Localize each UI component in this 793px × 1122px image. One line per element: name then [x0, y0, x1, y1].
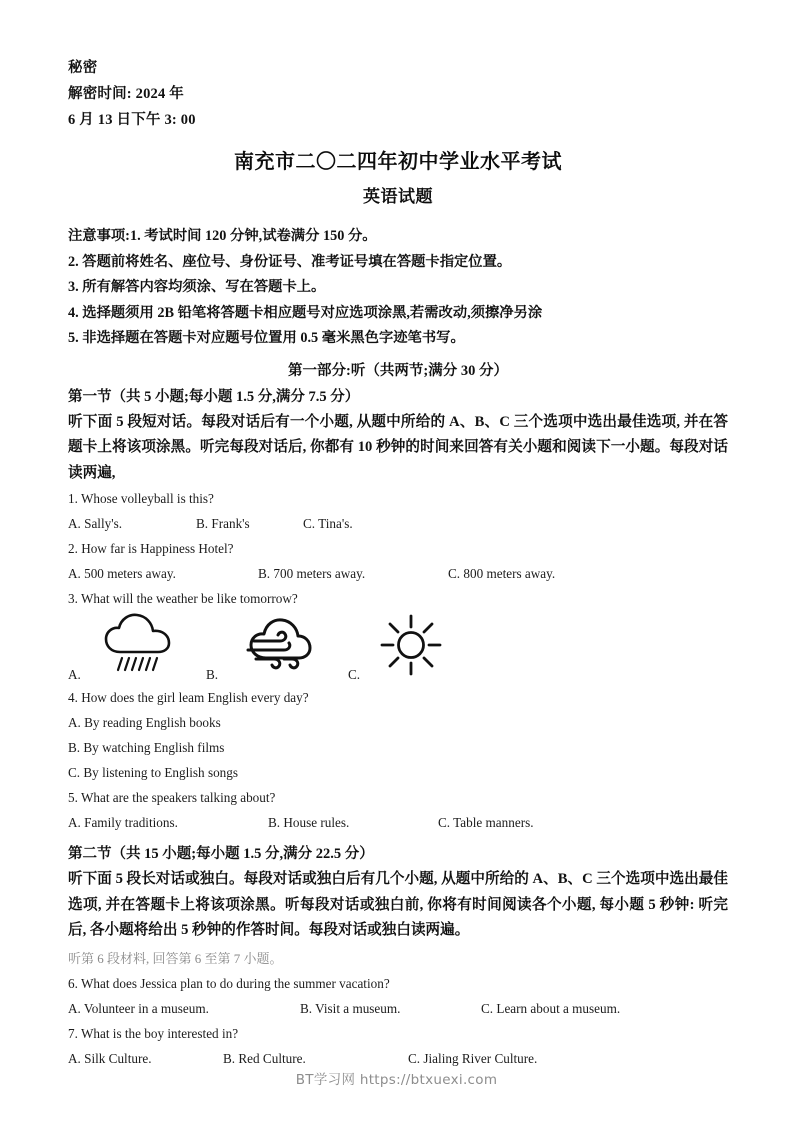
question-3-option-a-label[interactable]: A. [68, 667, 81, 682]
question-7-text: 7. What is the boy interested in? [68, 1025, 239, 1041]
question-4-text: 4. How does the girl leam English every day? [68, 690, 309, 705]
question-4-option-a[interactable]: A. By reading English books [68, 715, 221, 730]
question-3-option-c-label[interactable]: C. [348, 667, 361, 682]
question-2-options [68, 561, 728, 586]
question-7-options [68, 1046, 728, 1071]
question-6-option-b[interactable]: B. Visit a museum. [300, 1000, 401, 1016]
question-7-option-a[interactable]: A. Silk Culture. [68, 1050, 152, 1066]
section-one-instruction: 听下面 5 段短对话。每段对话后有一个小题, 从题中所给的 A、B、C 三个选项中选出最佳选项, 并在答题卡上将该项涂黑。听完每段对话后, 你都有 10 秒钟的时间来回答有关小题和阅读下一小题。每段对话读两遍, [68, 413, 728, 481]
note-line-2: 2. 答题前将姓名、座位号、身份证号、准考证号填在答题卡指定位置。 [68, 253, 512, 270]
question-6-option-c[interactable]: C. Learn about a museum. [481, 1000, 621, 1016]
question-5-option-a[interactable]: A. Family traditions. [68, 815, 178, 830]
question-2-text: 2. How far is Happiness Hotel? [68, 541, 234, 556]
material-note-6: 听第 6 段材料, 回答第 6 至第 7 小题。 [68, 950, 283, 966]
question-4-option-c[interactable]: C. By listening to English songs [68, 765, 238, 780]
question-2-option-a[interactable]: A. 500 meters away. [68, 566, 176, 581]
question-7-option-c[interactable]: C. Jialing River Culture. [408, 1050, 538, 1066]
question-3-option-b-label[interactable]: B. [206, 667, 219, 682]
subject-title: 英语试题 [363, 187, 433, 206]
note-line-4: 4. 选择题须用 2B 铅笔将答题卡相应题号对应选项涂黑,若需改动,须擦净另涂 [68, 304, 543, 321]
secrecy-line-2: 解密时间: 2024 年 [68, 86, 184, 102]
section-one-heading: 第一节（共 5 小题;每小题 1.5 分,满分 7.5 分） [68, 388, 360, 405]
secrecy-line-1: 秘密 [68, 60, 98, 76]
question-1-option-c[interactable]: C. Tina's. [303, 516, 353, 531]
question-1-option-a[interactable]: A. Sally's. [68, 516, 123, 531]
secrecy-line-3: 6 月 13 日下午 3: 00 [68, 112, 196, 128]
question-4-option-b[interactable]: B. By watching English films [68, 740, 225, 755]
question-5-option-b[interactable]: B. House rules. [268, 815, 350, 830]
question-7-option-b[interactable]: B. Red Culture. [223, 1050, 306, 1066]
document-content [68, 55, 728, 1071]
question-2-option-b[interactable]: B. 700 meters away. [258, 566, 366, 581]
question-5-options [68, 810, 728, 835]
question-6-option-a[interactable]: A. Volunteer in a museum. [68, 1000, 209, 1016]
question-3-text: 3. What will the weather be like tomorrow? [68, 591, 298, 606]
section-two-instruction: 听下面 5 段长对话或独白。每段对话或独白后有几个小题, 从题中所给的 A、B、C 三个选项中选出最佳选项, 并在答题卡上将该项涂黑。听每段对话或独白前, 你将有时间阅读各个小题, 每小题 5 秒钟: 听完后, 各小题将给出 5 秒钟的作答时间。每段对话或独白读两遍。 [68, 871, 728, 938]
question-1-options [68, 511, 728, 536]
note-line-1: 注意事项:1. 考试时间 120 分钟,试卷满分 150 分。 [68, 228, 377, 244]
question-6-text: 6. What does Jessica plan to do during the summer vacation? [68, 975, 390, 991]
note-line-3: 3. 所有解答内容均须涂、写在答题卡上。 [68, 279, 326, 295]
note-line-5: 5. 非选择题在答题卡对应题号位置用 0.5 毫米黑色字迹笔书写。 [68, 330, 465, 346]
question-3-options [68, 613, 728, 685]
part-one-heading: 第一部分:听（共两节;满分 30 分） [288, 362, 508, 379]
sun-icon [378, 612, 444, 681]
question-5-text: 5. What are the speakers talking about? [68, 790, 276, 805]
section-two-heading: 第二节（共 15 小题;每小题 1.5 分,满分 22.5 分） [68, 846, 374, 862]
question-1-text: 1. Whose volleyball is this? [68, 491, 214, 506]
rain-cloud-icon [102, 610, 174, 681]
question-4-options [68, 710, 728, 785]
question-5-option-c[interactable]: C. Table manners. [438, 815, 534, 830]
question-6-options [68, 996, 728, 1021]
exam-notes [68, 224, 728, 352]
wind-cloud-icon [240, 610, 312, 681]
question-2-option-c[interactable]: C. 800 meters away. [448, 566, 556, 581]
footer-watermark: BT学习网 https://btxuexi.com [295, 1072, 498, 1088]
question-1-option-b[interactable]: B. Frank's [196, 516, 250, 531]
exam-title: 南充市二〇二四年初中学业水平考试 [234, 151, 562, 173]
secrecy-header [68, 55, 728, 133]
